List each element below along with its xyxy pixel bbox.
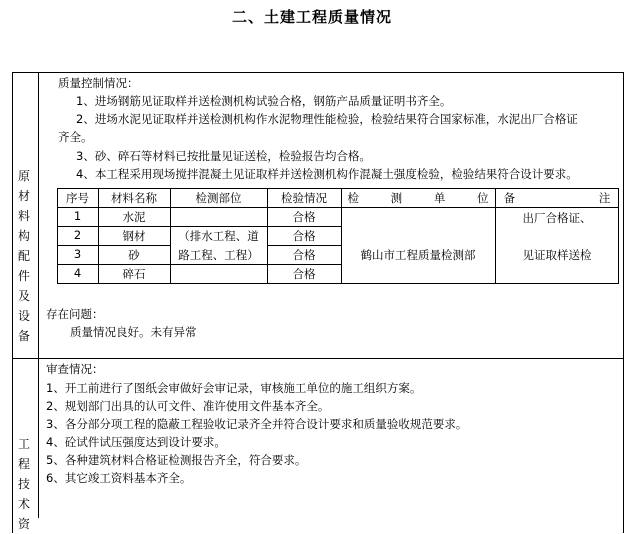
table-row-1-no: 1 xyxy=(73,209,82,223)
quality-heading: 质量控制情况： xyxy=(58,76,139,90)
quality-item-2: 2、进场水泥见证取样并送检测机构作水泥物理性能检验，检验结果符合国家标准，水泥出厂合格证 xyxy=(76,112,578,126)
table-row-4-no: 4 xyxy=(73,266,82,280)
label-column-divider xyxy=(38,72,39,518)
quality-item-4: 4、本工程采用现场搅拌混凝土见证取样并送检测机构作混凝土强度检验，检验结果符合设计要求。 xyxy=(76,167,578,181)
table-row-1-name: 水泥 xyxy=(122,210,146,224)
issue-heading: 存在问题： xyxy=(46,307,104,321)
table-header-part: 检测部位 xyxy=(195,191,242,205)
table-row-3-name: 砂 xyxy=(128,248,140,262)
table-row-line xyxy=(57,226,341,227)
review-item-4: 4、砼试件试压强度达到设计要求。 xyxy=(46,435,226,449)
table-header-remark: 备 注 xyxy=(503,191,611,205)
table-row-4-result: 合格 xyxy=(292,267,316,281)
table-row-line xyxy=(267,245,341,246)
review-item-2: 2、规划部门出具的认可文件、准许使用文件基本齐全。 xyxy=(46,399,330,413)
table-remark-line1: 出厂合格证、 xyxy=(522,211,592,225)
review-heading: 审查情况： xyxy=(46,362,104,376)
section2-side-label: 工 程 技 术 资 xyxy=(17,437,30,531)
section-divider xyxy=(12,358,623,359)
table-row-3-no: 3 xyxy=(73,247,82,261)
table-header-no: 序号 xyxy=(66,191,89,205)
table-row-2-result: 合格 xyxy=(292,229,316,243)
table-header-name: 材料名称 xyxy=(111,191,157,205)
quality-item-2-cont: 齐全。 xyxy=(58,130,93,144)
quality-item-3: 3、砂、碎石等材料已按批量见证送检，检验报告均合格。 xyxy=(76,149,371,163)
table-header-result: 检验情况 xyxy=(281,191,327,205)
review-item-5: 5、各种建筑材料合格证检测报告齐全，符合要求。 xyxy=(46,453,307,467)
table-row-line xyxy=(57,264,341,265)
table-row-4-name: 碎石 xyxy=(122,267,146,281)
table-row-line xyxy=(57,245,170,246)
quality-item-1: 1、进场钢筋见证取样并送检测机构试验合格，钢筋产品质量证明书齐全。 xyxy=(76,94,452,108)
review-item-3: 3、各分部分项工程的隐蔽工程验收记录齐全并符合设计要求和质量验收规范要求。 xyxy=(46,417,468,431)
table-row-1-result: 合格 xyxy=(292,210,316,224)
table-row-line xyxy=(57,207,619,208)
review-item-1: 1、开工前进行了图纸会审做好会审记录，审核施工单位的施工组织方案。 xyxy=(46,381,422,395)
table-unit: 鹤山市工程质量检测部 xyxy=(360,248,476,262)
table-remark-line2: 见证取样送检 xyxy=(522,248,592,262)
review-item-6: 6、其它竣工资料基本齐全。 xyxy=(46,471,192,485)
table-row-2-name: 钢材 xyxy=(122,229,146,243)
section1-side-label: 原 材 料 构 配 件 及 设 备 xyxy=(17,169,30,343)
table-header-unit: 检 测 单 位 xyxy=(347,191,489,205)
issue-text: 质量情况良好。未有异常 xyxy=(70,325,197,339)
table-part-line1: （排水工程、道 xyxy=(178,229,259,243)
page-title: 二、土建工程质量情况 xyxy=(231,8,392,26)
table-row-3-result: 合格 xyxy=(292,248,316,262)
table-part-line2: 路工程、工程） xyxy=(178,248,259,262)
table-row-2-no: 2 xyxy=(73,228,82,242)
